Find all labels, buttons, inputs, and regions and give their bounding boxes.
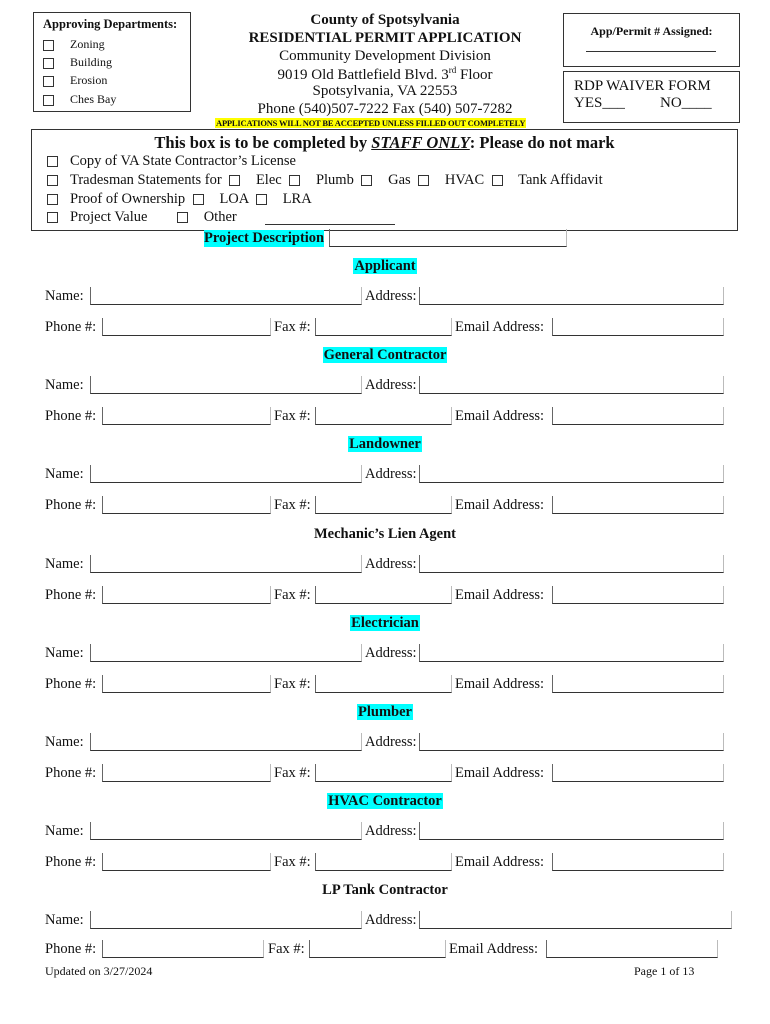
fax-label: Fax #: (268, 941, 305, 957)
phone-fax: Phone (540)507-7222 Fax (540) 507-7282 (257, 101, 513, 117)
name-label: Name: (45, 645, 84, 661)
email-label: Email Address: (455, 319, 545, 335)
address-label: Address: (365, 288, 417, 304)
email-label: Email Address: (449, 941, 539, 957)
fax-label: Fax #: (274, 587, 311, 603)
name-label: Name: (45, 556, 84, 572)
name-field[interactable] (90, 733, 362, 751)
address-label: Address: (365, 645, 417, 661)
email-label: Email Address: (455, 854, 545, 870)
form-title: RESIDENTIAL PERMIT APPLICATION (248, 30, 522, 46)
checkbox[interactable] (177, 212, 188, 223)
other-value-field[interactable] (265, 224, 395, 225)
address-label: Address: (365, 556, 417, 572)
fax-field[interactable] (315, 318, 452, 336)
updated-date: Updated on 3/27/2024 (45, 964, 153, 978)
checkbox[interactable] (43, 95, 54, 106)
fax-label: Fax #: (274, 765, 311, 781)
phone-field[interactable] (102, 318, 271, 336)
name-label: Name: (45, 466, 84, 482)
section-heading: Electrician (351, 615, 419, 631)
section-heading: HVAC Contractor (328, 793, 442, 809)
phone-label: Phone #: (45, 941, 97, 957)
checkbox[interactable] (193, 194, 204, 205)
address-field[interactable] (419, 644, 724, 662)
address-field[interactable] (419, 465, 724, 483)
staff-heading: This box is to be completed by STAFF ONLY: Please do not mark (154, 133, 615, 152)
phone-label: Phone #: (45, 676, 97, 692)
fax-label: Fax #: (274, 319, 311, 335)
fax-label: Fax #: (274, 408, 311, 424)
fax-field[interactable] (315, 853, 452, 871)
dept-zoning[interactable]: Zoning (43, 37, 105, 52)
section-heading: Plumber (358, 704, 412, 720)
page-number: Page 1 of 13 (634, 964, 695, 978)
dept-erosion[interactable]: Erosion (43, 73, 107, 88)
phone-field[interactable] (102, 853, 271, 871)
fax-label: Fax #: (274, 497, 311, 513)
name-field[interactable] (90, 911, 362, 929)
address-field[interactable] (419, 555, 724, 573)
name-label: Name: (45, 734, 84, 750)
name-label: Name: (45, 377, 84, 393)
checkbox[interactable] (43, 40, 54, 51)
email-label: Email Address: (455, 676, 545, 692)
phone-field[interactable] (102, 407, 271, 425)
phone-label: Phone #: (45, 854, 97, 870)
name-field[interactable] (90, 287, 362, 305)
email-field[interactable] (552, 407, 724, 425)
checkbox[interactable] (47, 156, 58, 167)
email-field[interactable] (552, 586, 724, 604)
staff-ownership-line: Proof of Ownership LOA LRA (47, 191, 312, 208)
staff-value-line: Project Value Other (47, 209, 237, 226)
checkbox[interactable] (361, 175, 372, 186)
division-name: Community Development Division (279, 48, 491, 64)
checkbox[interactable] (229, 175, 240, 186)
checkbox[interactable] (418, 175, 429, 186)
address-label: Address: (365, 734, 417, 750)
checkbox[interactable] (43, 76, 54, 87)
section-heading: LP Tank Contractor (322, 882, 448, 898)
name-field[interactable] (90, 376, 362, 394)
checkbox[interactable] (289, 175, 300, 186)
email-field[interactable] (552, 675, 724, 693)
fax-field[interactable] (315, 407, 452, 425)
rdp-yes[interactable]: YES___ (574, 95, 625, 111)
staff-only-box (31, 129, 738, 231)
phone-label: Phone #: (45, 587, 97, 603)
project-description-field[interactable] (329, 229, 567, 247)
rdp-waiver-title: RDP WAIVER FORM (574, 78, 711, 94)
email-field[interactable] (552, 496, 724, 514)
fax-field[interactable] (315, 586, 452, 604)
address-field[interactable] (419, 287, 724, 305)
name-field[interactable] (90, 644, 362, 662)
email-label: Email Address: (455, 765, 545, 781)
checkbox[interactable] (43, 58, 54, 69)
phone-label: Phone #: (45, 408, 97, 424)
fax-label: Fax #: (274, 854, 311, 870)
section-heading: General Contractor (323, 347, 447, 363)
fax-field[interactable] (309, 940, 446, 958)
name-label: Name: (45, 288, 84, 304)
email-field[interactable] (546, 940, 718, 958)
checkbox[interactable] (256, 194, 267, 205)
name-label: Name: (45, 823, 84, 839)
name-field[interactable] (90, 555, 362, 573)
phone-field[interactable] (102, 940, 264, 958)
section-heading: Applicant (354, 258, 416, 274)
checkbox[interactable] (47, 194, 58, 205)
address-field[interactable] (419, 911, 732, 929)
completion-warning: APPLICATIONS WILL NOT BE ACCEPTED UNLESS FILLED OUT COMPLETELY (216, 118, 526, 128)
permit-number-box (563, 13, 740, 67)
checkbox[interactable] (47, 175, 58, 186)
phone-field[interactable] (102, 675, 271, 693)
email-field[interactable] (552, 764, 724, 782)
email-label: Email Address: (455, 587, 545, 603)
address-label: Address: (365, 466, 417, 482)
departments-title: Approving Departments: (43, 17, 178, 31)
checkbox[interactable] (492, 175, 503, 186)
fax-label: Fax #: (274, 676, 311, 692)
staff-license-line: Copy of VA State Contractor’s License (47, 153, 296, 170)
name-field[interactable] (90, 465, 362, 483)
address-label: Address: (365, 912, 417, 928)
phone-field[interactable] (102, 496, 271, 514)
email-label: Email Address: (455, 408, 545, 424)
address-field[interactable] (419, 376, 724, 394)
permit-label: App/Permit # Assigned: (590, 24, 713, 38)
phone-field[interactable] (102, 764, 271, 782)
fax-field[interactable] (315, 496, 452, 514)
dept-building[interactable]: Building (43, 55, 112, 70)
address-label: Address: (365, 377, 417, 393)
fax-field[interactable] (315, 764, 452, 782)
permit-number-field[interactable] (586, 51, 716, 52)
section-heading: Landowner (349, 436, 421, 452)
phone-label: Phone #: (45, 497, 97, 513)
name-label: Name: (45, 912, 84, 928)
email-field[interactable] (552, 318, 724, 336)
phone-field[interactable] (102, 586, 271, 604)
phone-label: Phone #: (45, 319, 97, 335)
approving-departments-box (33, 12, 191, 112)
email-field[interactable] (552, 853, 724, 871)
phone-label: Phone #: (45, 765, 97, 781)
fax-field[interactable] (315, 675, 452, 693)
address-label: Address: (365, 823, 417, 839)
section-heading: Mechanic’s Lien Agent (313, 526, 457, 542)
rdp-no[interactable]: NO____ (660, 95, 712, 111)
rdp-waiver-box (563, 71, 740, 123)
checkbox[interactable] (47, 212, 58, 223)
name-field[interactable] (90, 822, 362, 840)
staff-tradesman-line: Tradesman Statements for Elec Plumb Gas HVAC Tank Affidavit (47, 172, 603, 189)
dept-ches-bay[interactable]: Ches Bay (43, 92, 116, 107)
city-state-zip: Spotsylvania, VA 22553 (312, 83, 458, 99)
county-name: County of Spotsylvania (310, 12, 460, 28)
email-label: Email Address: (455, 497, 545, 513)
address-field[interactable] (419, 733, 724, 751)
address-field[interactable] (419, 822, 724, 840)
street-address: 9019 Old Battlefield Blvd. 3rd Floor (277, 65, 493, 83)
project-description-label: Project Description (204, 230, 325, 246)
